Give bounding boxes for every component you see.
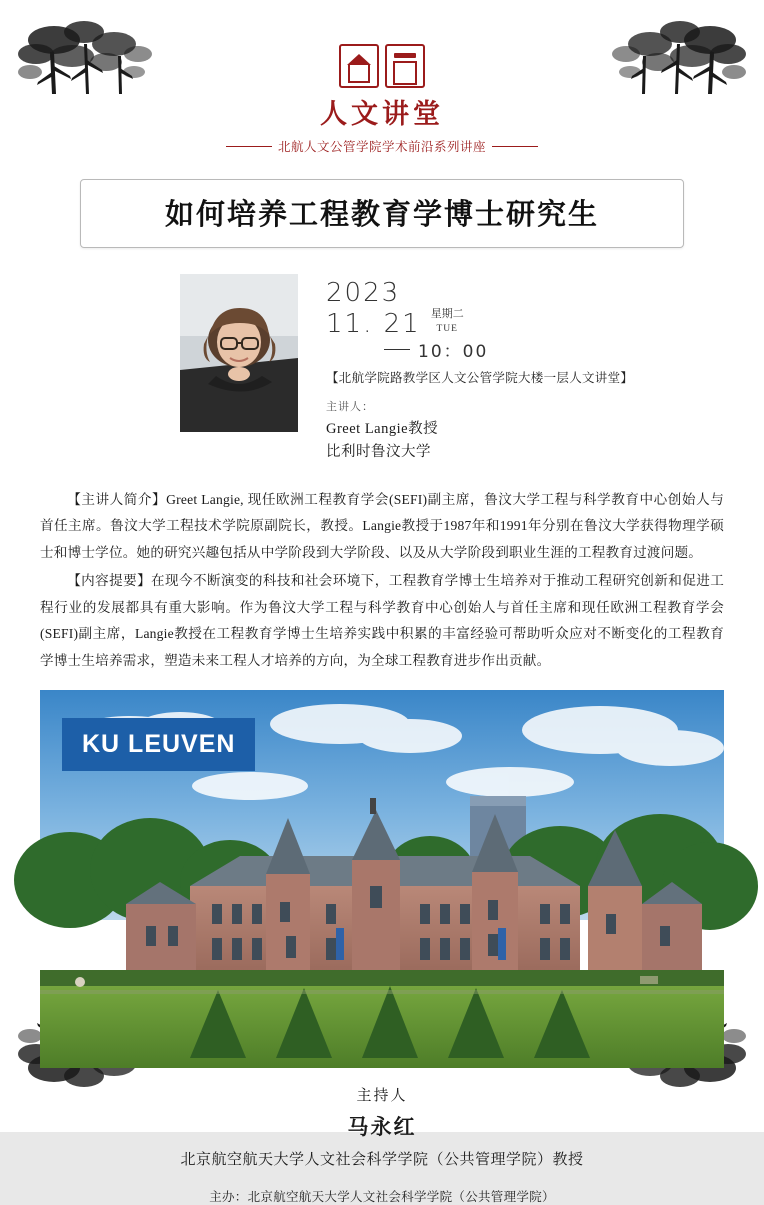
rule-left [226, 146, 272, 147]
organizer-line: 主办：北京航空航天大学人文社会科学学院（公共管理学院） [209, 1190, 555, 1205]
lecture-title-box [80, 179, 684, 248]
host-section [0, 1084, 764, 1169]
weekday-cn: 星期二 [430, 308, 464, 320]
speaker-label: 主讲人： [326, 400, 374, 413]
lecture-venue: 【北航学院路教学区人文公管学院大楼一层人文讲堂】 [326, 370, 634, 385]
seal-right-icon [385, 44, 425, 88]
rule-right [492, 146, 538, 147]
lecture-weekday [431, 308, 464, 339]
host-label: 主持人 [356, 1088, 408, 1105]
lecture-month-day: 11. 21 [326, 308, 421, 339]
ku-leuven-badge: KU LEUVEN [62, 718, 255, 771]
lecture-meta [326, 274, 633, 461]
brand-title: 人文讲堂 [320, 99, 444, 130]
host-title: 北京航空航天大学人文社会科学学院（公共管理学院）教授 [180, 1152, 584, 1169]
lecture-date-row [326, 308, 633, 339]
campus-photo [40, 690, 724, 1068]
lecture-time: 10：00 [418, 341, 489, 362]
speaker-bio-paragraph: 【主讲人简介】Greet Langie, 现任欧洲工程教育学会(SEFI)副主席，鲁汶大学工程与科学教育中心创始人与首任主席。鲁汶大学工程技术学院原副院长，教授。Langie教授于1987年和1991年分别在鲁汶大学获得物理学硕士和博士学位。她的研究兴趣包括从中学阶段到大学阶段、以及从大学阶段到职业生涯的工程教育过渡问题。 [40, 491, 724, 560]
weekday-en: TUE [436, 323, 458, 334]
lecture-time-row [326, 337, 633, 362]
time-dash [384, 349, 410, 350]
brand-subtitle-text: 北航人文公管学院学术前沿系列讲座 [277, 140, 486, 154]
lecture-body [40, 487, 724, 675]
poster-header [0, 0, 764, 155]
lecture-abstract-paragraph: 【内容提要】在现今不断演变的科技和社会环境下，工程教育学博士生培养对于推动工程研究创新和促进工程行业的发展都具有重大影响。作为鲁汶大学工程与科学教育中心创始人与首任主席和现任欧洲工程教育学会(SEFI)副主席，Langie教授在工程教育学博士生培养实践中积累的丰富经验可帮助听众应对不断变化的工程教育学博士生培养需求，塑造未来工程人才培养的方向，为全球工程教育进步作出贡献。 [40, 573, 724, 668]
seal-left-icon [339, 44, 379, 88]
brand-subtitle [0, 137, 764, 155]
page-title: 如何培养工程教育学博士研究生 [164, 197, 599, 231]
speaker-section [0, 274, 764, 461]
speaker-organization: 比利时鲁汶大学 [326, 443, 431, 460]
speaker-name: Greet Langie教授 [326, 420, 439, 437]
lecture-year: 2023 [326, 278, 401, 308]
host-name: 马永红 [347, 1114, 417, 1140]
beihang-humanities-seal-icon [0, 44, 764, 88]
speaker-portrait [180, 274, 298, 432]
